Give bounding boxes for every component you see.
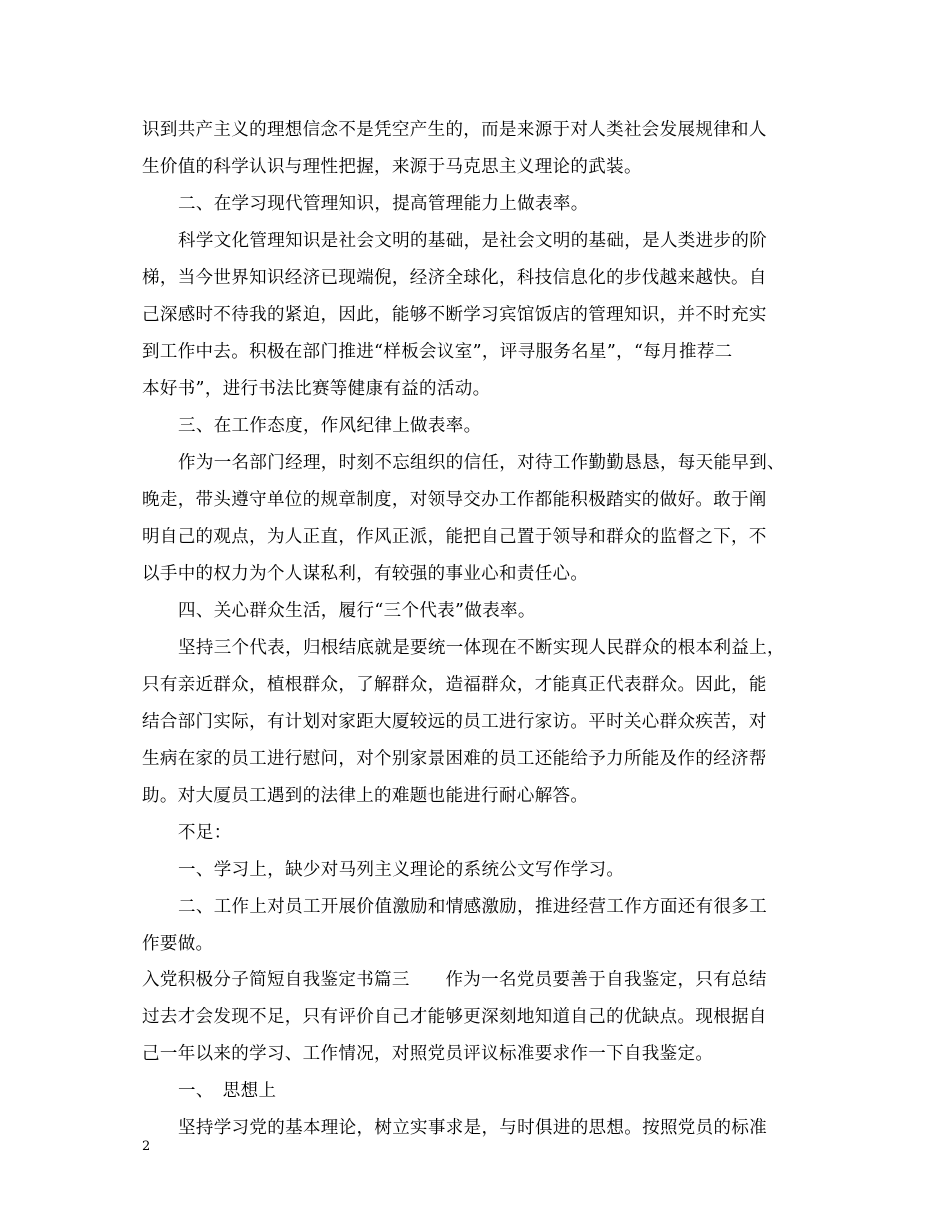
text-line: 本好书”，进行书法比赛等健康有益的活动。 — [142, 379, 491, 399]
text-line: 坚持三个代表，归根结底就是要统一体现在不断实现人民群众的根本利益上， — [178, 638, 785, 658]
section-heading: 三、在工作态度，作风纪律上做表率。 — [178, 416, 482, 436]
section-heading: 一、 思想上 — [178, 1081, 277, 1101]
section-heading: 不足： — [178, 823, 232, 843]
text-line: 梯，当今世界知识经济已现端倪，经济全球化，科技信息化的步伐越来越快。自 — [142, 268, 767, 288]
text-line: 己深感时不待我的紧迫，因此，能够不断学习宾馆饭店的管理知识，并不时充实 — [142, 305, 767, 325]
text-line: 二、工作上对员工开展价值激励和情感激励，推进经营工作方面还有很多工 — [178, 897, 768, 917]
text-line: 坚持学习党的基本理论，树立实事求是，与时俱进的思想。按照党员的标准 — [178, 1118, 768, 1138]
page-number: 2 — [142, 1139, 151, 1154]
text-line: 科学文化管理知识是社会文明的基础，是社会文明的基础，是人类进步的阶 — [178, 231, 768, 251]
text-line: 助。对大厦员工遇到的法律上的难题也能进行耐心解答。 — [142, 786, 589, 806]
text-line: 以手中的权力为个人谋私利，有较强的事业心和责任心。 — [142, 564, 589, 584]
text-line: 到工作中去。积极在部门推进“样板会议室”，评寻服务名星”，“每月推荐二 — [142, 342, 733, 362]
text-line: 过去才会发现不足，只有评价自己才能够更深刻地知道自己的优缺点。现根据自 — [142, 1007, 767, 1027]
section-heading: 二、在学习现代管理知识，提高管理能力上做表率。 — [178, 194, 589, 214]
text-line: 生病在家的员工进行慰问，对个别家景困难的员工还能给予力所能及作的经济帮 — [142, 749, 767, 769]
text-line: 识到共产主义的理想信念不是凭空产生的，而是来源于对人类社会发展规律和人 — [142, 120, 767, 140]
text-line: 结合部门实际，有计划对家距大厦较远的员工进行家访。平时关心群众疾苦，对 — [142, 712, 767, 732]
text-line: 作为一名部门经理，时刻不忘组织的信任，对待工作勤勤恳恳，每天能早到、 — [178, 453, 785, 473]
text-line: 生价值的科学认识与理性把握，来源于马克思主义理论的武装。 — [142, 157, 642, 177]
section-heading: 四、关心群众生活，履行“三个代表”做表率。 — [178, 601, 536, 621]
text-line: 只有亲近群众，植根群众，了解群众，造福群众，才能真正代表群众。因此，能 — [142, 675, 767, 695]
text-line: 一、学习上，缺少对马列主义理论的系统公文写作学习。 — [178, 860, 625, 880]
text-line: 明自己的观点，为人正直，作风正派，能把自己置于领导和群众的监督之下，不 — [142, 527, 767, 547]
text-line: 入党积极分子简短自我鉴定书篇三 作为一名党员要善于自我鉴定，只有总结 — [142, 970, 767, 990]
text-line: 晚走，带头遵守单位的规章制度，对领导交办工作都能积极踏实的做好。敢于阐 — [142, 490, 767, 510]
text-line: 己一年以来的学习、工作情况，对照党员评议标准要求作一下自我鉴定。 — [142, 1044, 714, 1064]
text-line: 作要做。 — [142, 934, 214, 954]
